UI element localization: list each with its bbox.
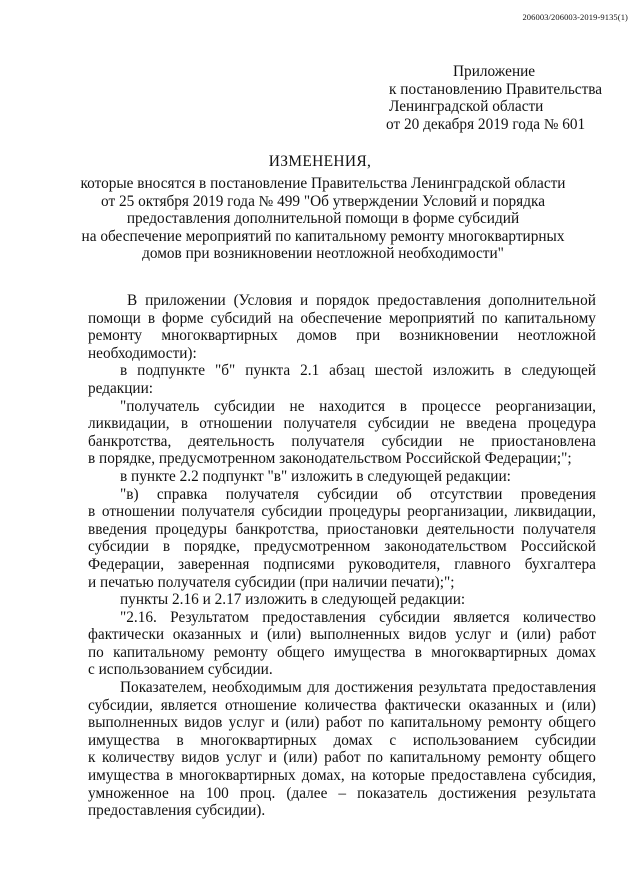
body-line: умноженное на 100 проц. (далее – показатель достижения результата <box>88 784 596 802</box>
body-line: субсидии, является отношение количества фактически оказанных и (или) <box>88 696 596 714</box>
body-line: введения процедуры банкротства, приостановки деятельности получателя <box>88 520 596 538</box>
body-line: предоставления субсидии). <box>88 802 266 820</box>
subtitle-line: предоставления дополнительной помощи в форме субсидий <box>126 210 520 228</box>
body-line: с использованием субсидии. <box>88 661 273 679</box>
body-line: Показателем, необходимым для достижения результата предоставления <box>120 679 596 697</box>
body-line: по капитальному ремонту общего имущества в многоквартирных домах <box>88 643 596 661</box>
body-line: выполненных видов услуг и (или) работ по капитальному ремонту общего <box>88 714 596 732</box>
body-line: в порядке, предусмотренном законодательством Российской Федерации;"; <box>88 450 572 468</box>
body-line: в отношении получателя субсидии процедуры реорганизации, ликвидации, <box>88 503 596 521</box>
body-line: субсидии в порядке, предусмотренном законодательством Российской <box>88 538 596 556</box>
body-line: В приложении (Условия и порядок предоставления дополнительной <box>127 292 596 309</box>
body-line: в пункте 2.2 подпункт "в" изложить в следующей редакции: <box>120 467 511 485</box>
body-line: ремонту многоквартирных домов при возникновении неотложной <box>88 327 596 345</box>
body-line: ликвидации, в отношении получателя субсидии не введена процедура <box>88 415 596 433</box>
body-line: в подпункте "б" пункта 2.1 абзац шестой изложить в следующей <box>120 362 596 380</box>
body-line: и печатью получателя субсидии (при наличии печати);"; <box>88 573 455 591</box>
subtitle-line: на обеспечение мероприятий по капитальному ремонту многоквартирных <box>81 227 565 245</box>
body-line: редакции: <box>88 379 154 397</box>
appendix-line: от 20 декабря 2019 года № 601 <box>386 115 586 133</box>
subtitle-line: которые вносятся в постановление Правительства Ленинградской области <box>80 175 566 192</box>
body-line: банкротства, деятельность получателя субсидии не приостановлена <box>88 432 596 450</box>
subtitle-line: от 25 октября 2019 года № 499 "Об утверждении Условий и порядка <box>101 192 545 210</box>
appendix-block <box>386 63 626 133</box>
body-line: необходимости): <box>88 344 197 362</box>
appendix-line: к постановлению Правительства <box>389 80 603 98</box>
body-line: помощи в форме субсидий на обеспечение мероприятий по капитальному <box>88 309 596 327</box>
appendix-line: Ленинградской области <box>389 98 544 115</box>
body-line: пункты 2.16 и 2.17 изложить в следующей редакции: <box>120 591 466 609</box>
body-line: Федерации, заверенная подписями руководителя, главного бухгалтера <box>88 555 596 573</box>
body-line: фактически оказанных и (или) выполненных видов услуг и (или) работ <box>88 626 596 644</box>
subtitle-line: домов при возникновении неотложной необходимости" <box>142 245 504 263</box>
document-title: ИЗМЕНЕНИЯ, <box>268 153 372 170</box>
body-line: "2.16. Результатом предоставления субсидии является количество <box>120 608 596 626</box>
body-line: имущества в многоквартирных домах с использованием субсидии <box>88 731 596 749</box>
appendix-line: Приложение <box>453 63 536 80</box>
body-line: имущества в многоквартирных домах, на которые предоставлена субсидия, <box>88 767 596 785</box>
document-body <box>88 292 596 820</box>
document-subtitle <box>60 175 586 263</box>
registration-number: 206003/206003-2019-9135(1) <box>522 12 628 22</box>
body-line: "получатель субсидии не находится в процессе реорганизации, <box>120 397 596 415</box>
body-line: к количеству видов услуг и (или) работ по капитальному ремонту общего <box>88 749 596 767</box>
body-line: "в) справка получателя субсидии об отсутствии проведения <box>120 485 596 503</box>
